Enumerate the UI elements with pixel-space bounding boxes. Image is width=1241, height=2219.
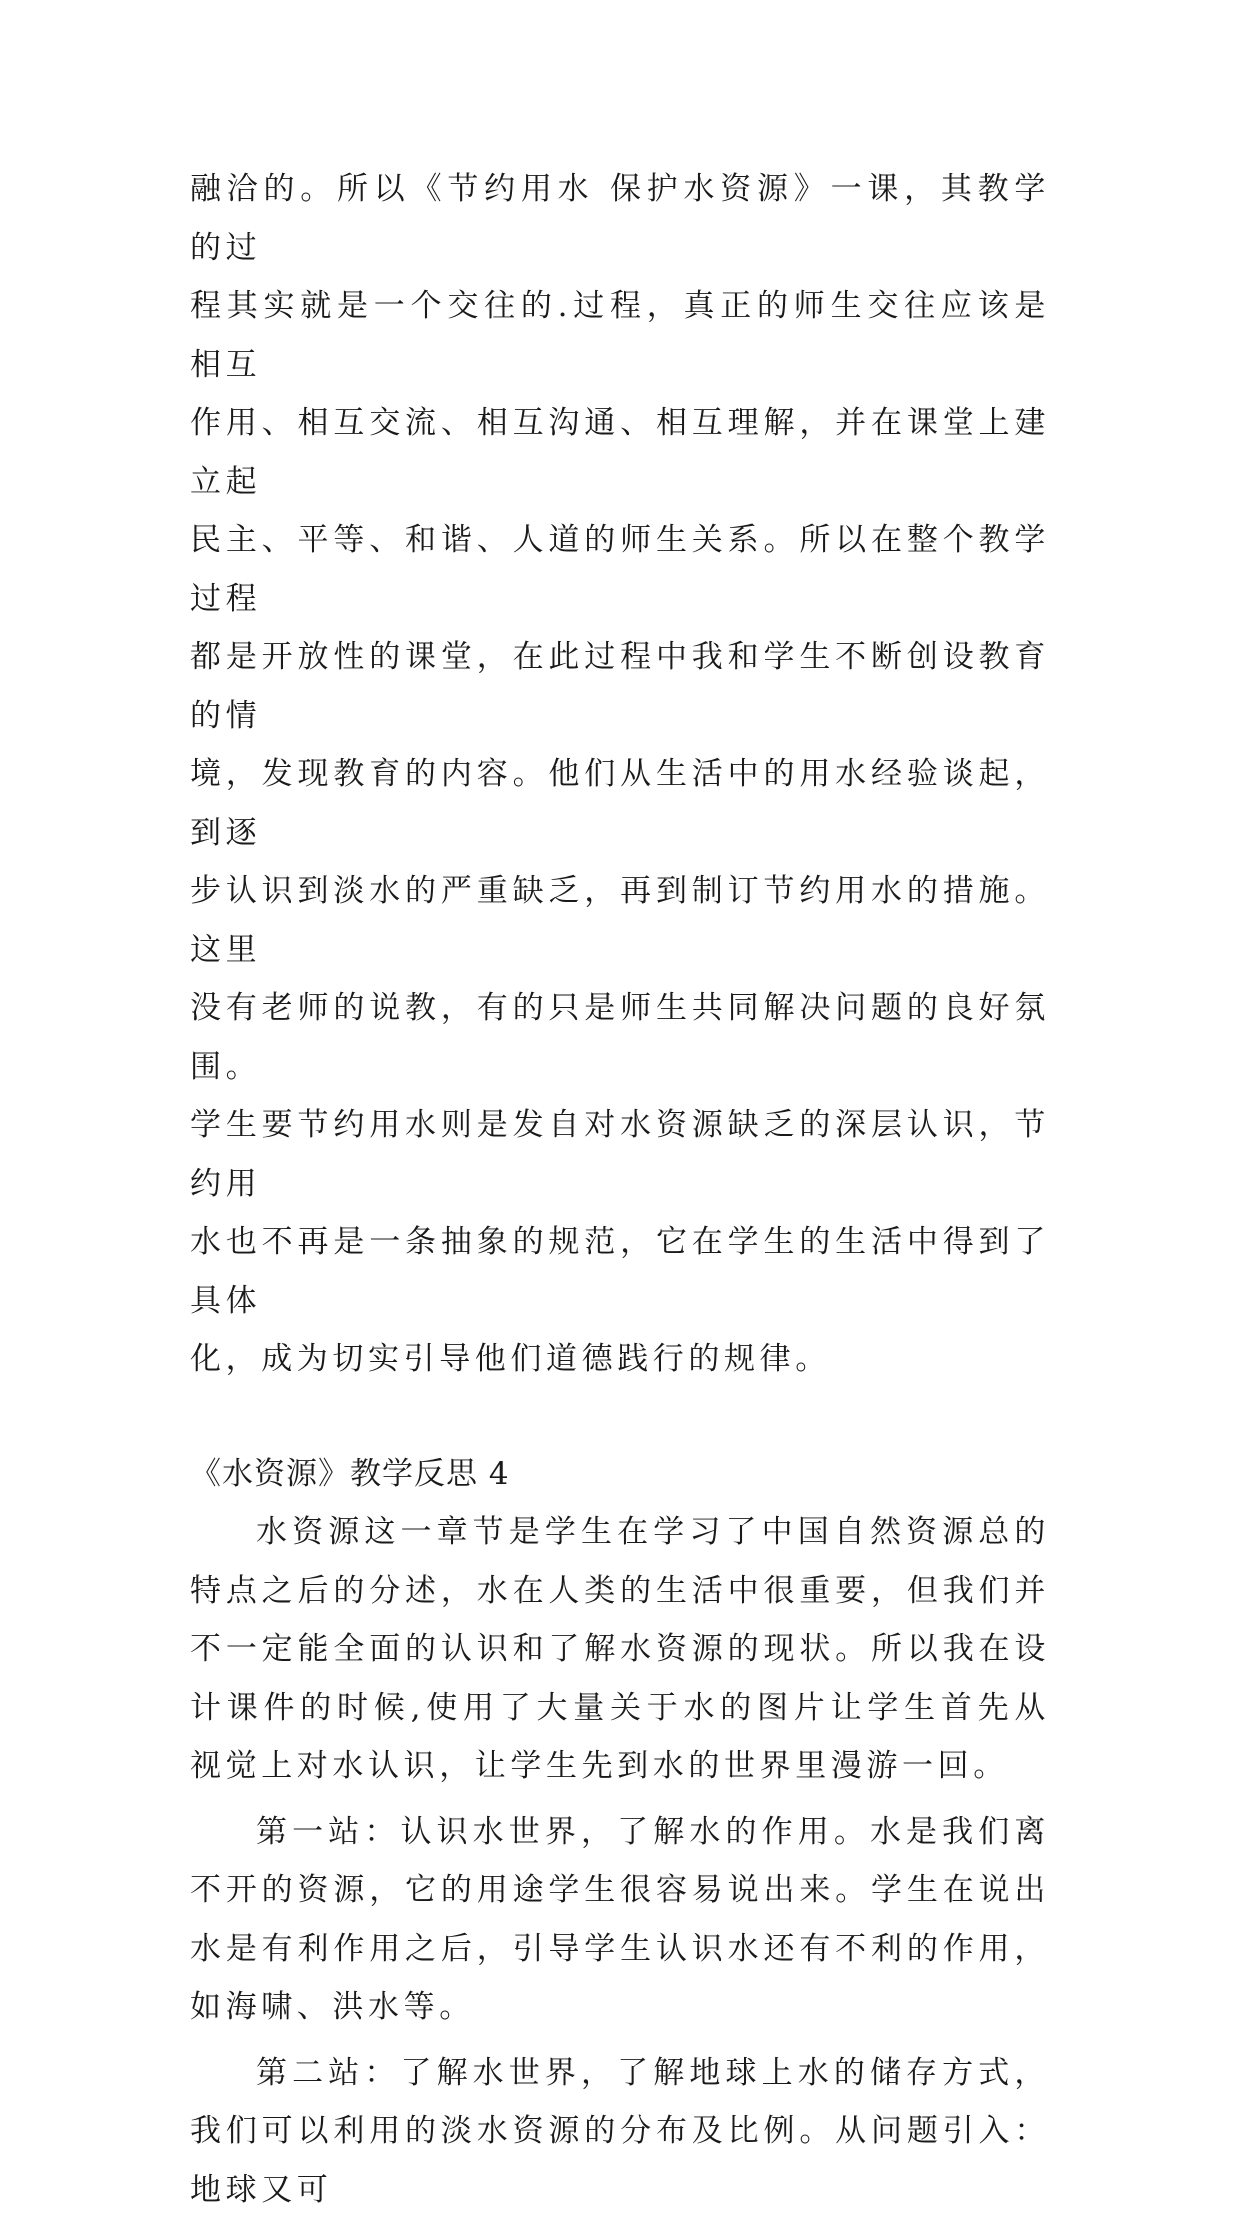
paragraph-station-one: 第一站：认识水世界，了解水的作用。水是我们离不开的资源，它的用途学生很容易说出来。学生在说出水是有利作用之后，引导学生认识水还有不利的作用，如海啸、洪水等。	[190, 1803, 1050, 2037]
paragraph-station-two: 第二站：了解水世界，了解地球上水的储存方式，我们可以利用的淡水资源的分布及比例。从问题引入：地球又可	[190, 2044, 1050, 2219]
text-line: 化，成为切实引导他们道德践行的规律。	[190, 1330, 1050, 1389]
text-line: 融洽的。所以《节约用水 保护水资源》一课，其教学的过	[190, 160, 1050, 277]
text-line: 水也不再是一条抽象的规范，它在学生的生活中得到了具体	[190, 1213, 1050, 1330]
document-body	[190, 160, 1050, 2219]
text-line: 作用、相互交流、相互沟通、相互理解，并在课堂上建立起	[190, 394, 1050, 511]
paragraph-spacer	[190, 2037, 1050, 2044]
text-line: 没有老师的说教，有的只是师生共同解决问题的良好氛围。	[190, 979, 1050, 1096]
section-spacer	[190, 1389, 1050, 1445]
text-line: 境，发现教育的内容。他们从生活中的用水经验谈起，到逐	[190, 745, 1050, 862]
text-line: 都是开放性的课堂，在此过程中我和学生不断创设教育的情	[190, 628, 1050, 745]
paragraph-intro: 水资源这一章节是学生在学习了中国自然资源总的特点之后的分述，水在人类的生活中很重要，但我们并不一定能全面的认识和了解水资源的现状。所以我在设计课件的时候,使用了大量关于水的图片让学生首先从视觉上对水认识，让学生先到水的世界里漫游一回。	[190, 1503, 1050, 1796]
text-line: 步认识到淡水的严重缺乏，再到制订节约用水的措施。这里	[190, 862, 1050, 979]
text-line: 程其实就是一个交往的.过程，真正的师生交往应该是相互	[190, 277, 1050, 394]
section-heading: 《水资源》教学反思 4	[190, 1445, 1050, 1504]
paragraph-spacer	[190, 1796, 1050, 1803]
text-line: 民主、平等、和谐、人道的师生关系。所以在整个教学过程	[190, 511, 1050, 628]
text-line: 学生要节约用水则是发自对水资源缺乏的深层认识，节约用	[190, 1096, 1050, 1213]
continued-paragraph	[190, 160, 1050, 1389]
